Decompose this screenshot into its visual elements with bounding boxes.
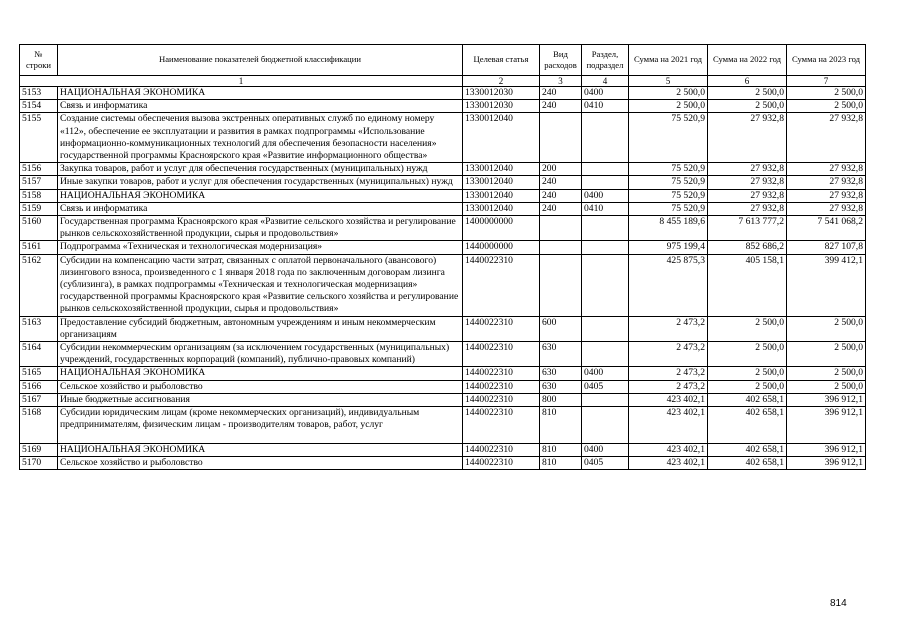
row-name: НАЦИОНАЛЬНАЯ ЭКОНОМИКА — [58, 367, 463, 380]
row-sum-2022: 402 658,1 — [708, 457, 787, 470]
header-sum-2021: Сумма на 2021 год — [629, 45, 708, 76]
row-target: 1400000000 — [463, 216, 540, 241]
row-number: 5161 — [20, 241, 58, 254]
row-sum-2023: 2 500,0 — [787, 87, 866, 100]
table-row — [20, 444, 866, 457]
row-section — [582, 241, 629, 254]
row-name: Предоставление субсидий бюджетным, автономным учреждениям и иным некоммерческим организациям — [58, 316, 463, 341]
row-name: Сельское хозяйство и рыболовство — [58, 380, 463, 393]
row-sum-2023: 396 912,1 — [787, 393, 866, 406]
row-sum-2021: 75 520,9 — [629, 113, 708, 163]
row-sum-2023: 27 932,8 — [787, 189, 866, 202]
row-sum-2023: 27 932,8 — [787, 176, 866, 189]
row-section: 0400 — [582, 87, 629, 100]
row-section: 0405 — [582, 457, 629, 470]
row-target: 1440022310 — [463, 367, 540, 380]
column-number: 6 — [708, 76, 787, 87]
row-section — [582, 163, 629, 176]
row-number: 5164 — [20, 342, 58, 367]
row-expense-type: 240 — [540, 189, 582, 202]
table-row — [20, 189, 866, 202]
row-sum-2023: 396 912,1 — [787, 407, 866, 444]
row-name: Связь и информатика — [58, 202, 463, 215]
row-sum-2022: 405 158,1 — [708, 254, 787, 316]
row-name: Иные закупки товаров, работ и услуг для обеспечения государственных (муниципальных) нужд — [58, 176, 463, 189]
row-target: 1330012040 — [463, 163, 540, 176]
row-expense-type — [540, 254, 582, 316]
row-section: 0410 — [582, 202, 629, 215]
table-row — [20, 254, 866, 316]
row-section: 0400 — [582, 444, 629, 457]
row-name: Субсидии некоммерческим организациям (за исключением государственных (муниципальных) учреждений, государственных корпораций (компаний), публично-правовых компаний) — [58, 342, 463, 367]
column-number: 3 — [540, 76, 582, 87]
row-number: 5169 — [20, 444, 58, 457]
table-row — [20, 176, 866, 189]
row-number: 5159 — [20, 202, 58, 215]
column-number: 2 — [463, 76, 540, 87]
header-target: Целевая статья — [463, 45, 540, 76]
row-sum-2022: 2 500,0 — [708, 367, 787, 380]
row-target: 1440000000 — [463, 241, 540, 254]
row-section: 0410 — [582, 100, 629, 113]
row-number: 5156 — [20, 163, 58, 176]
row-number: 5167 — [20, 393, 58, 406]
row-section: 0400 — [582, 189, 629, 202]
row-target: 1440022310 — [463, 457, 540, 470]
row-expense-type — [540, 113, 582, 163]
row-name: Субсидии юридическим лицам (кроме некоммерческих организаций), индивидуальным предпринимателям, физическим лицам - производителям товаров, работ, услуг — [58, 407, 463, 444]
row-expense-type: 240 — [540, 87, 582, 100]
row-sum-2023: 2 500,0 — [787, 100, 866, 113]
column-number-row — [20, 76, 866, 87]
row-sum-2021: 423 402,1 — [629, 444, 708, 457]
table-row — [20, 367, 866, 380]
table-body — [20, 87, 866, 470]
row-sum-2023: 2 500,0 — [787, 380, 866, 393]
row-sum-2021: 2 473,2 — [629, 316, 708, 341]
row-expense-type — [540, 216, 582, 241]
row-sum-2021: 75 520,9 — [629, 163, 708, 176]
row-sum-2022: 2 500,0 — [708, 316, 787, 341]
row-sum-2021: 8 455 189,6 — [629, 216, 708, 241]
row-target: 1330012040 — [463, 202, 540, 215]
row-sum-2023: 2 500,0 — [787, 342, 866, 367]
row-name: Государственная программа Красноярского края «Развитие сельского хозяйства и регулирование рынков сельскохозяйственной продукции, сырья и продовольствия» — [58, 216, 463, 241]
header-section: Раздел, подраздел — [582, 45, 629, 76]
row-target: 1330012030 — [463, 87, 540, 100]
row-expense-type: 810 — [540, 407, 582, 444]
row-sum-2021: 2 500,0 — [629, 87, 708, 100]
table-row — [20, 342, 866, 367]
row-name: Подпрограмма «Техническая и технологическая модернизация» — [58, 241, 463, 254]
row-target: 1440022310 — [463, 444, 540, 457]
row-sum-2022: 402 658,1 — [708, 444, 787, 457]
row-sum-2021: 2 473,2 — [629, 380, 708, 393]
row-expense-type: 630 — [540, 342, 582, 367]
header-sum-2023: Сумма на 2023 год — [787, 45, 866, 76]
row-name: Субсидии на компенсацию части затрат, связанных с оплатой первоначального (авансового) лизингового взноса, произведенного с 1 января 2018 года по заключенным договорам лизинга (сублизинга), в рамках подпрограммы «Техническая и технологическая модернизация» государственной программы Красноярского края «Развитие сельского хозяйства и регулирование рынков сельскохозяйственной продукции, сырья и продовольствия» — [58, 254, 463, 316]
row-number: 5153 — [20, 87, 58, 100]
table-row — [20, 113, 866, 163]
header-expense-type: Вид расходов — [540, 45, 582, 76]
row-expense-type: 240 — [540, 202, 582, 215]
row-section — [582, 216, 629, 241]
table-row — [20, 216, 866, 241]
row-sum-2022: 402 658,1 — [708, 393, 787, 406]
row-section — [582, 407, 629, 444]
row-number: 5170 — [20, 457, 58, 470]
row-name: НАЦИОНАЛЬНАЯ ЭКОНОМИКА — [58, 444, 463, 457]
row-sum-2022: 27 932,8 — [708, 202, 787, 215]
row-number: 5158 — [20, 189, 58, 202]
row-expense-type: 240 — [540, 100, 582, 113]
row-expense-type: 240 — [540, 176, 582, 189]
row-number: 5165 — [20, 367, 58, 380]
column-number: 7 — [787, 76, 866, 87]
table-row — [20, 163, 866, 176]
table-row — [20, 380, 866, 393]
table-header — [20, 45, 866, 87]
row-sum-2022: 27 932,8 — [708, 163, 787, 176]
row-sum-2021: 75 520,9 — [629, 176, 708, 189]
row-target: 1330012040 — [463, 189, 540, 202]
row-expense-type: 630 — [540, 380, 582, 393]
row-sum-2021: 2 473,2 — [629, 367, 708, 380]
row-sum-2021: 2 473,2 — [629, 342, 708, 367]
column-number: 5 — [629, 76, 708, 87]
row-target: 1440022310 — [463, 393, 540, 406]
row-sum-2022: 402 658,1 — [708, 407, 787, 444]
column-number: 4 — [582, 76, 629, 87]
row-section — [582, 342, 629, 367]
row-sum-2023: 399 412,1 — [787, 254, 866, 316]
row-expense-type — [540, 241, 582, 254]
row-target: 1440022310 — [463, 407, 540, 444]
row-sum-2022: 2 500,0 — [708, 380, 787, 393]
row-sum-2023: 27 932,8 — [787, 163, 866, 176]
row-number: 5166 — [20, 380, 58, 393]
row-name: Закупка товаров, работ и услуг для обеспечения государственных (муниципальных) нужд — [58, 163, 463, 176]
row-sum-2021: 425 875,3 — [629, 254, 708, 316]
table-row — [20, 87, 866, 100]
table-row — [20, 393, 866, 406]
row-target: 1440022310 — [463, 342, 540, 367]
row-name: НАЦИОНАЛЬНАЯ ЭКОНОМИКА — [58, 189, 463, 202]
row-expense-type: 810 — [540, 457, 582, 470]
row-number: 5157 — [20, 176, 58, 189]
row-section: 0405 — [582, 380, 629, 393]
row-sum-2022: 7 613 777,2 — [708, 216, 787, 241]
row-sum-2021: 423 402,1 — [629, 393, 708, 406]
row-name: Связь и информатика — [58, 100, 463, 113]
row-target: 1330012040 — [463, 176, 540, 189]
header-row-no: № строки — [20, 45, 58, 76]
row-number: 5168 — [20, 407, 58, 444]
row-sum-2022: 2 500,0 — [708, 100, 787, 113]
row-sum-2023: 396 912,1 — [787, 444, 866, 457]
row-sum-2023: 7 541 068,2 — [787, 216, 866, 241]
row-number: 5155 — [20, 113, 58, 163]
row-sum-2021: 75 520,9 — [629, 189, 708, 202]
row-sum-2023: 827 107,8 — [787, 241, 866, 254]
row-section — [582, 393, 629, 406]
row-sum-2023: 27 932,8 — [787, 202, 866, 215]
row-sum-2023: 2 500,0 — [787, 367, 866, 380]
page-number: 814 — [830, 598, 847, 609]
row-sum-2021: 423 402,1 — [629, 407, 708, 444]
row-sum-2022: 27 932,8 — [708, 113, 787, 163]
row-sum-2022: 2 500,0 — [708, 342, 787, 367]
row-name: Иные бюджетные ассигнования — [58, 393, 463, 406]
row-expense-type: 200 — [540, 163, 582, 176]
row-target: 1330012030 — [463, 100, 540, 113]
row-sum-2021: 423 402,1 — [629, 457, 708, 470]
table-row — [20, 100, 866, 113]
table-row — [20, 202, 866, 215]
row-sum-2023: 396 912,1 — [787, 457, 866, 470]
row-sum-2021: 2 500,0 — [629, 100, 708, 113]
table-row — [20, 457, 866, 470]
row-sum-2023: 27 932,8 — [787, 113, 866, 163]
row-sum-2021: 975 199,4 — [629, 241, 708, 254]
row-section: 0400 — [582, 367, 629, 380]
row-target: 1440022310 — [463, 316, 540, 341]
row-sum-2022: 2 500,0 — [708, 87, 787, 100]
header-sum-2022: Сумма на 2022 год — [708, 45, 787, 76]
row-name: НАЦИОНАЛЬНАЯ ЭКОНОМИКА — [58, 87, 463, 100]
table-row — [20, 407, 866, 444]
budget-table — [19, 44, 866, 470]
row-number: 5162 — [20, 254, 58, 316]
row-section — [582, 113, 629, 163]
row-number: 5154 — [20, 100, 58, 113]
row-target: 1440022310 — [463, 380, 540, 393]
row-target: 1440022310 — [463, 254, 540, 316]
row-section — [582, 176, 629, 189]
header-name: Наименование показателей бюджетной классификации — [58, 45, 463, 76]
row-expense-type: 800 — [540, 393, 582, 406]
table-row — [20, 316, 866, 341]
row-sum-2021: 75 520,9 — [629, 202, 708, 215]
row-number: 5160 — [20, 216, 58, 241]
column-number: 1 — [20, 76, 463, 87]
row-sum-2023: 2 500,0 — [787, 316, 866, 341]
row-section — [582, 254, 629, 316]
row-name: Сельское хозяйство и рыболовство — [58, 457, 463, 470]
row-expense-type: 810 — [540, 444, 582, 457]
table-row — [20, 241, 866, 254]
row-target: 1330012040 — [463, 113, 540, 163]
row-sum-2022: 27 932,8 — [708, 189, 787, 202]
row-sum-2022: 852 686,2 — [708, 241, 787, 254]
row-name: Создание системы обеспечения вызова экстренных оперативных служб по единому номеру «112», обеспечение ее эксплуатации и развития в рамках подпрограммы «Использование информационно-коммуникационных технологий для обеспечения безопасности населения» государственной программы Красноярского края «Развитие информационного общества» — [58, 113, 463, 163]
row-expense-type: 630 — [540, 367, 582, 380]
row-number: 5163 — [20, 316, 58, 341]
row-sum-2022: 27 932,8 — [708, 176, 787, 189]
row-expense-type: 600 — [540, 316, 582, 341]
row-section — [582, 316, 629, 341]
